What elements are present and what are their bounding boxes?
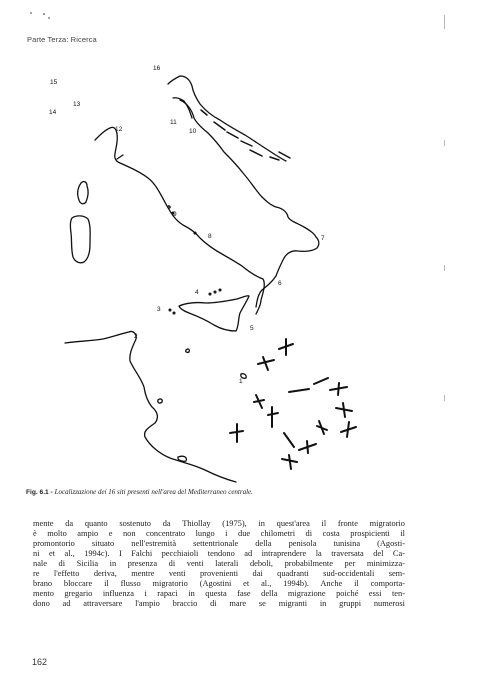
island-aeolian <box>214 291 216 293</box>
raptor-icon <box>284 433 294 447</box>
raptor-icon <box>254 395 264 408</box>
raptor-icon <box>330 383 347 395</box>
island-djerba <box>178 456 187 461</box>
island-croatia <box>279 152 290 158</box>
site-label-1: 1 <box>239 378 243 385</box>
body-line: promontorio situato nell'estremità settentrionale della penisola tunisina (Agosti- <box>33 539 405 549</box>
island-corsica <box>78 182 88 204</box>
site-label-5: 5 <box>250 325 254 332</box>
raptor-icon <box>289 389 309 392</box>
site-label-13: 13 <box>73 101 81 108</box>
raptor-icon <box>279 339 293 355</box>
raptor-silhouettes <box>230 339 356 469</box>
body-line: mento gregario influenza i rapaci in questa fase della migrazione poiché essi ten- <box>33 589 405 599</box>
body-line: nale di Sicilia in presenza di venti laterali deboli, probabilmente per minimizza- <box>33 559 405 569</box>
figure-caption-text: Localizzazione dei 16 siti presenti nell'area del Mediterraneo centrale. <box>54 488 253 496</box>
raptor-icon <box>268 407 278 427</box>
island-croatia <box>250 150 262 156</box>
site-label-12: 12 <box>115 126 123 133</box>
body-line: re l'effetto deriva, mentre venti provenienti dai quadranti sud-occidentali sem- <box>33 569 405 579</box>
figure-caption <box>26 488 456 496</box>
island-croatia <box>227 132 238 138</box>
island-tuscan <box>168 206 170 208</box>
body-line: dono ad attraversare l'ampio braccio di mare se migranti in gruppi numerosi <box>33 599 405 609</box>
raptor-icon <box>317 421 327 434</box>
coastline-italy-east <box>180 100 319 307</box>
island-sicily <box>179 296 249 331</box>
running-head: Parte Terza: Ricerca <box>27 35 97 44</box>
site-label-2: 2 <box>134 333 138 340</box>
site-label-11: 11 <box>170 119 177 126</box>
site-label-7: 7 <box>321 235 325 242</box>
island-aeolian <box>209 293 211 295</box>
raptor-icon <box>341 422 356 437</box>
coastline-tunisia <box>65 331 236 482</box>
island-sardinia <box>70 216 90 263</box>
raptor-icon <box>230 424 243 442</box>
island-egadi <box>169 309 171 311</box>
coastline-italy-west <box>95 127 264 314</box>
coastline-croatia <box>168 76 286 161</box>
island-croatia <box>241 141 252 146</box>
site-label-9: 9 <box>173 211 177 218</box>
body-paragraph <box>33 519 405 609</box>
island-egadi <box>173 312 175 314</box>
site-label-3: 3 <box>157 306 161 313</box>
figure-number: Fig. 6.1 - <box>26 489 53 496</box>
coastline-detail <box>117 155 123 159</box>
raptor-icon <box>336 403 352 417</box>
site-label-14: 14 <box>49 109 57 116</box>
site-label-4: 4 <box>195 289 199 296</box>
page-number: 162 <box>32 657 48 667</box>
body-line: brano bloccare il flusso migratorio (Agostini et al., 1994b). Anche il comporta- <box>33 579 405 589</box>
site-label-10: 10 <box>189 128 197 135</box>
raptor-icon <box>299 441 316 453</box>
body-line: mente da quanto sostenuto da Thiollay (1975), in quest'area il fronte migratorio <box>33 519 405 528</box>
island-croatia <box>270 157 279 160</box>
body-line: ni et al., 1994c). I Falchi pecchiaioli tendono ad intraprendere la traversata del Ca- <box>33 549 405 559</box>
site-label-16: 16 <box>153 65 161 72</box>
island-kerkennah <box>158 399 162 403</box>
island-pantelleria <box>186 349 190 352</box>
raptor-icon <box>314 378 328 384</box>
site-label-6: 6 <box>278 280 282 287</box>
raptor-icon <box>282 455 297 469</box>
island-croatia <box>214 122 225 130</box>
body-line: è molto ampio e non concentrato lungo i due chilometri di costa prospicienti il <box>33 529 405 539</box>
site-label-8: 8 <box>208 233 212 240</box>
island-aeolian <box>219 289 221 291</box>
site-label-15: 15 <box>50 79 58 86</box>
raptor-icon <box>258 357 274 370</box>
